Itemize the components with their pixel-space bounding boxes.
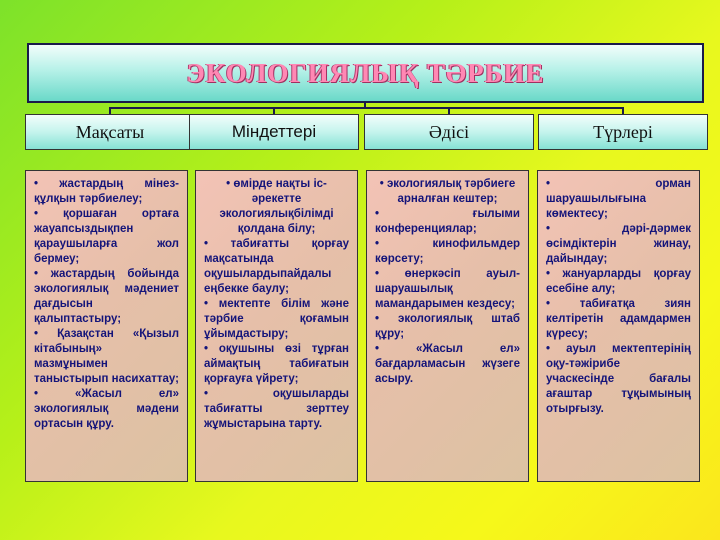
list-item: • оқушыларды табиғатты зерттеу жұмыстарына тарту. bbox=[204, 388, 349, 430]
list-item: • дәрі-дәрмек өсімдіктерін жинау, дайындау; bbox=[546, 223, 691, 265]
header-adisi: Әдісі bbox=[364, 114, 534, 150]
column-turleri bbox=[537, 170, 700, 482]
list-item: • орман шаруашылығына көмектесу; bbox=[546, 178, 691, 220]
list-item: • жастардың бойында экологиялық мәдениет дағдысын қалыптастыру; bbox=[34, 268, 179, 325]
title-box bbox=[27, 43, 704, 103]
list-item: • ауыл мектептерінің оқу-тәжірибе учаскесінде бағалы ағаштар тұқымының отырғызу. bbox=[546, 343, 691, 415]
list-item: • жануарларды қорғау есебіне алу; bbox=[546, 268, 691, 295]
list-item: • ғылыми конференциялар; bbox=[375, 208, 520, 235]
list-item: • экологиялық тәрбиеге арналған кештер; bbox=[379, 178, 516, 205]
header-turleri: Түрлері bbox=[538, 114, 708, 150]
list-item: • табиғатқа зиян келтіретін адамдармен күресу; bbox=[546, 298, 691, 340]
header-maqsaty: Мақсаты bbox=[25, 114, 195, 150]
list-item: • өнеркәсіп ауыл-шаруашылық мамандарымен кездесу; bbox=[375, 268, 520, 310]
header-mindetteri: Міндеттері bbox=[189, 114, 359, 150]
list-item: • қоршаған ортаға жауапсыздықпен қараушыларға жол бермеу; bbox=[34, 208, 179, 265]
column-adisi bbox=[366, 170, 529, 482]
diagram-title: ЭКОЛОГИЯЛЫҚ ТӘРБИЕ bbox=[186, 57, 545, 88]
list-item: • табиғатты қорғау мақсатында оқушылардыпайдалы еңбекке баулу; bbox=[204, 238, 349, 295]
list-item: • Қазақстан «Қызыл кітабының» мазмұнымен таныстырып насихаттау; bbox=[34, 328, 179, 385]
list-item: • «Жасыл ел» бағдарламасын жүзеге асыру. bbox=[375, 343, 520, 385]
column-maqsaty bbox=[25, 170, 188, 482]
list-item: • кинофильмдер көрсету; bbox=[375, 238, 520, 265]
list-item: • жастардың мінез-құлқын тәрбиелеу; bbox=[34, 178, 179, 205]
list-item: • өмірде нақты іс-әрекетте экологиялықбілімді қолдана білу; bbox=[219, 178, 334, 235]
connector-bar bbox=[109, 107, 624, 109]
column-mindetteri bbox=[195, 170, 358, 482]
list-item: • оқушыны өзі тұрған аймақтың табиғатын қорғауға үйрету; bbox=[204, 343, 349, 385]
list-item: • мектепте білім және тәрбие қоғамын ұйымдастыру; bbox=[204, 298, 349, 340]
list-item: • «Жасыл ел» экологиялық мәдени ортасын құру. bbox=[34, 388, 179, 430]
list-item: • экологиялық штаб құру; bbox=[375, 313, 520, 340]
